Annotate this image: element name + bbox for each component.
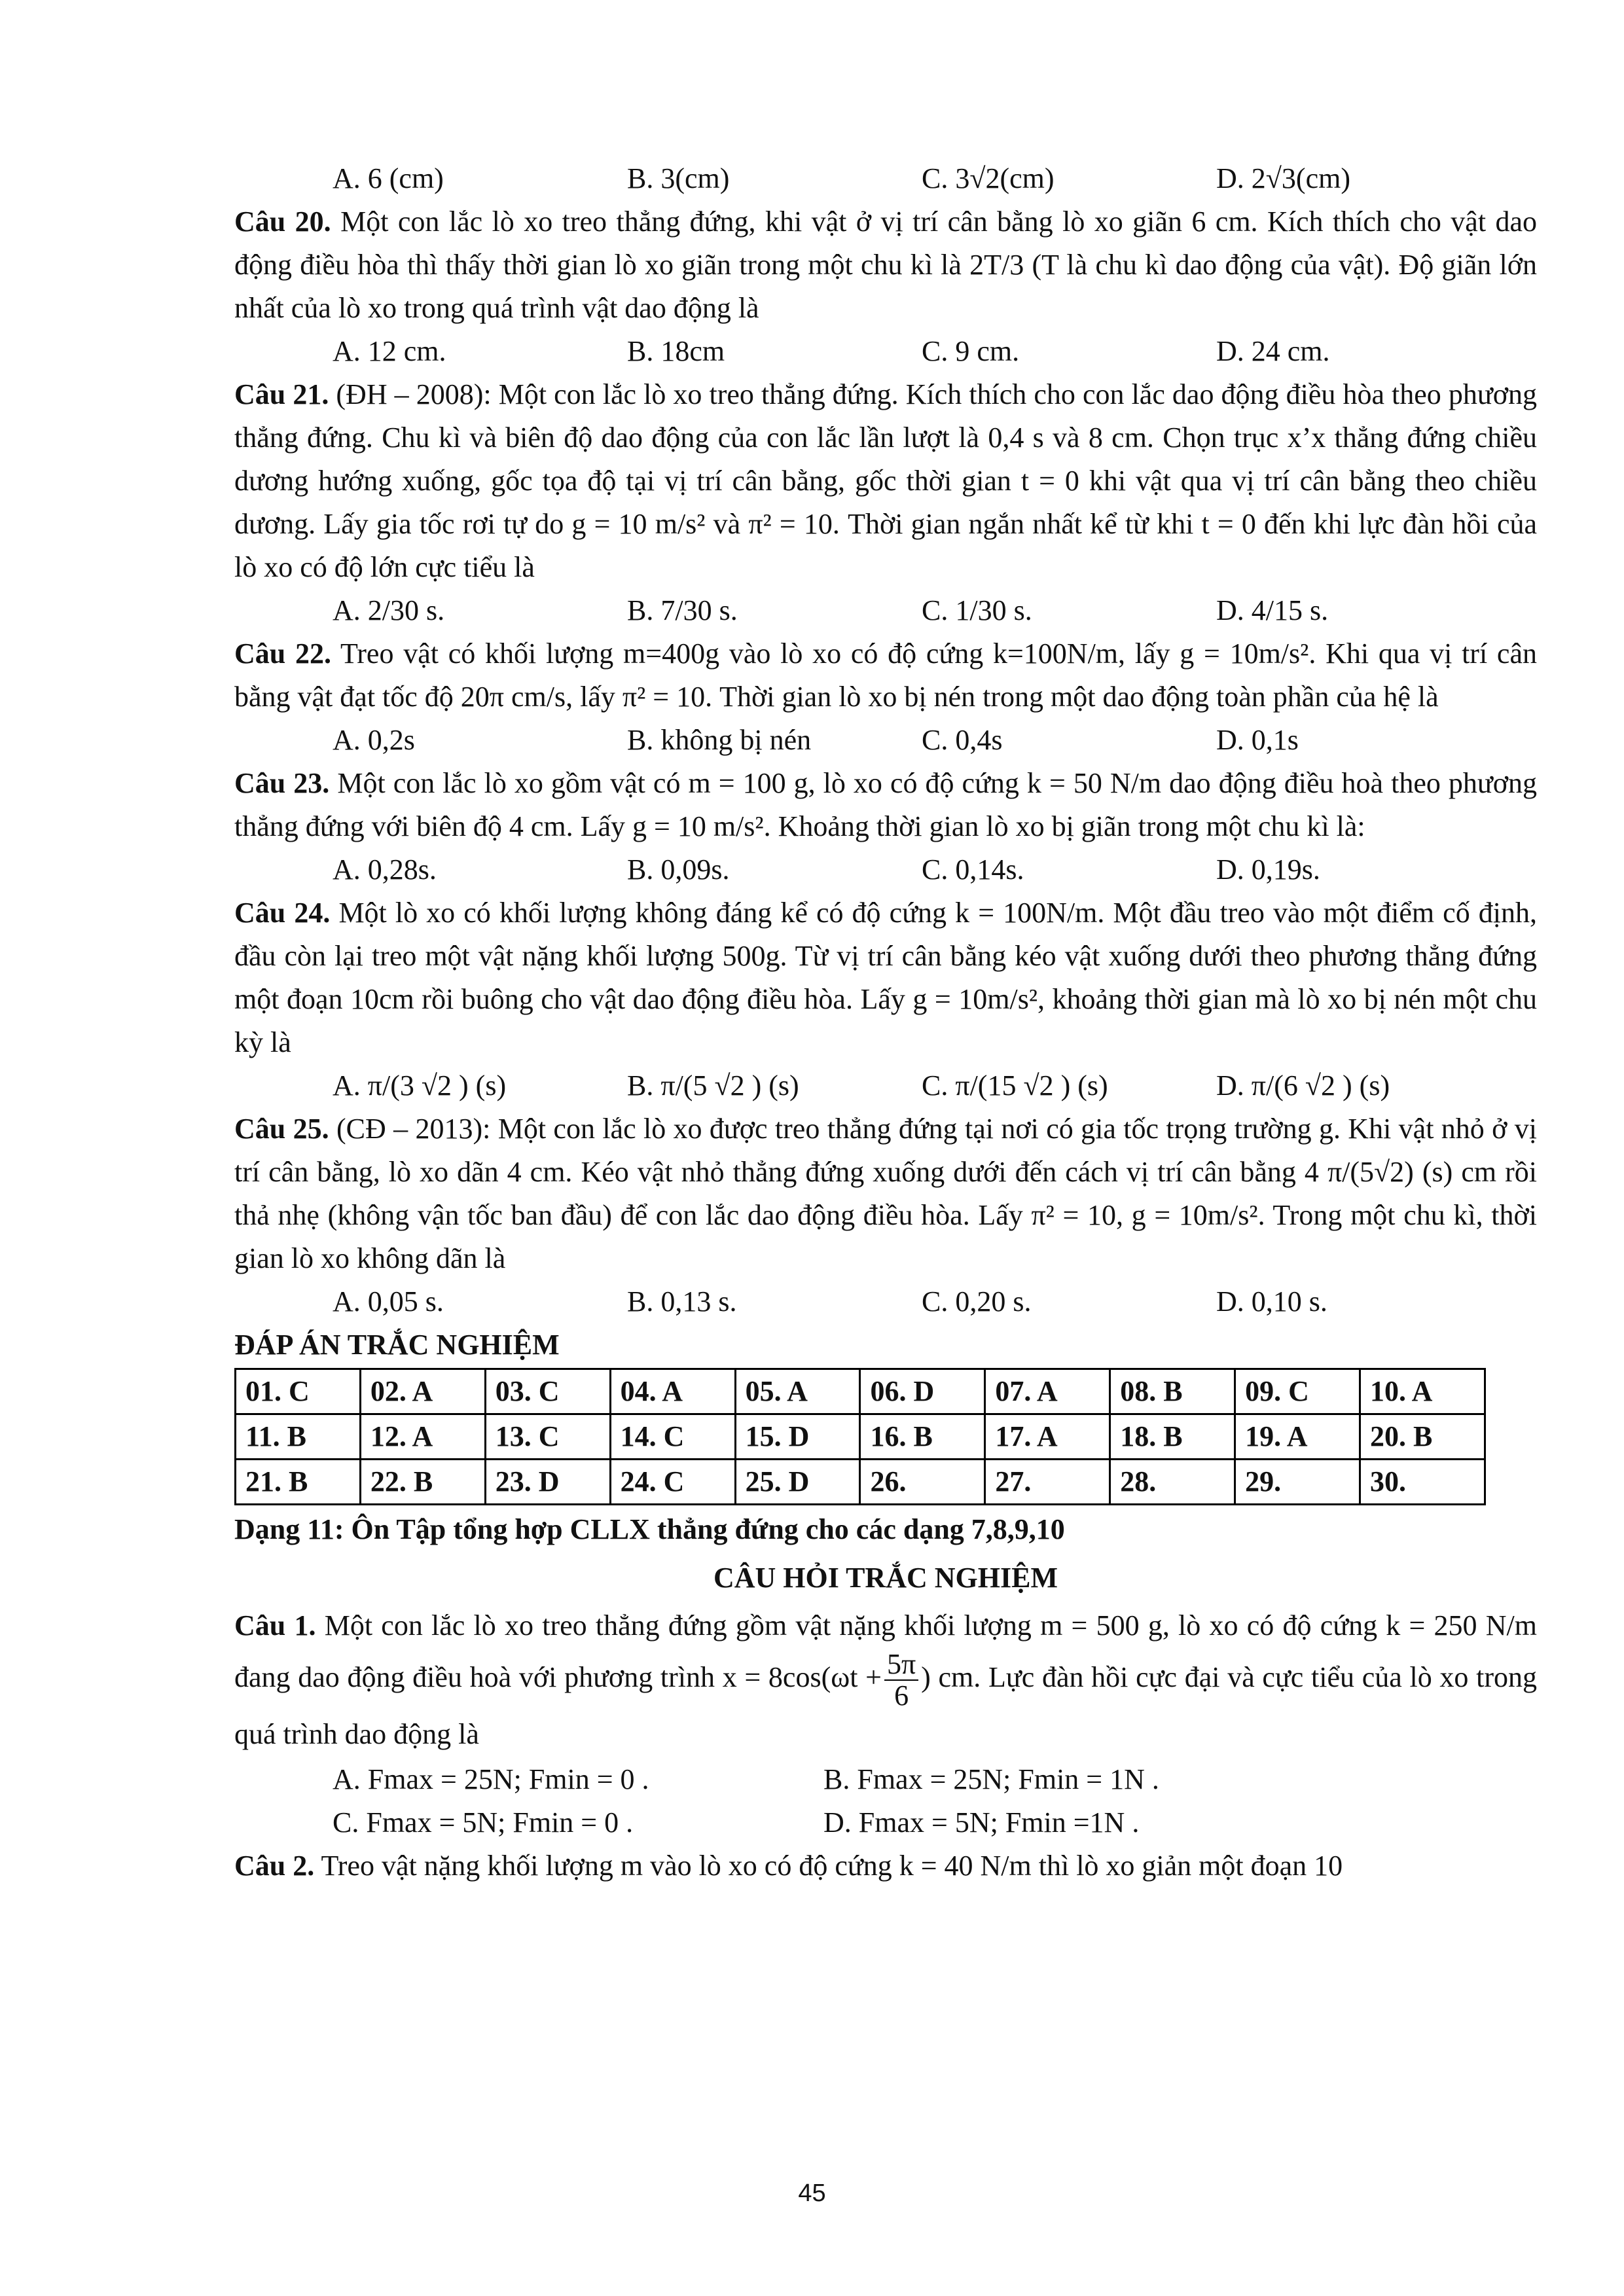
question-23-label: Câu 23. bbox=[234, 767, 330, 799]
answer-cell: 25. D bbox=[735, 1460, 860, 1505]
answer-cell: 07. A bbox=[985, 1369, 1110, 1414]
q23-options bbox=[234, 848, 1537, 891]
question-20-text: Một con lắc lò xo treo thẳng đứng, khi vật ở vị trí cân bằng lò xo giãn 6 cm. Kích thích cho vật dao động điều hòa thì thấy thời gian lò xo giãn trong một chu kì là 2T/3 (T là chu kì dao động của vật). Độ giãn lớn nhất của lò xo trong quá trình vật dao động là bbox=[234, 206, 1538, 324]
fraction-denominator: 6 bbox=[894, 1679, 909, 1712]
q25-option-c: C. 0,20 s. bbox=[922, 1285, 1032, 1318]
question-24-label: Câu 24. bbox=[234, 897, 331, 929]
question-23 bbox=[234, 762, 1537, 848]
answer-cell: 06. D bbox=[860, 1369, 985, 1414]
q21-option-b: B. 7/30 s. bbox=[627, 594, 738, 626]
answer-cell: 04. A bbox=[610, 1369, 735, 1414]
answer-cell: 12. A bbox=[360, 1414, 485, 1460]
q23-option-d: D. 0,19s. bbox=[1216, 853, 1320, 886]
section-question-1-label: Câu 1. bbox=[234, 1609, 316, 1641]
answer-cell: 21. B bbox=[236, 1460, 361, 1505]
q22-options bbox=[234, 719, 1537, 762]
answer-cell: 13. C bbox=[485, 1414, 610, 1460]
question-21 bbox=[234, 373, 1537, 589]
q22-option-a: A. 0,2s bbox=[333, 724, 415, 756]
answer-cell: 02. A bbox=[360, 1369, 485, 1414]
section-question-2 bbox=[234, 1844, 1537, 1888]
question-23-text: Một con lắc lò xo gồm vật có m = 100 g, lò xo có độ cứng k = 50 N/m dao động điều hoà theo phương thẳng đứng với biên độ 4 cm. Lấy g = 10 m/s². Khoảng thời gian lò xo bị giãn trong một chu kì là: bbox=[234, 767, 1537, 842]
answer-cell: 16. B bbox=[860, 1414, 985, 1460]
question-24-text: Một lò xo có khối lượng không đáng kể có độ cứng k = 100N/m. Một đầu treo vào một điểm cố định, đầu còn lại treo một vật nặng khối lượng 500g. Từ vị trí cân bằng kéo vật xuống dưới theo phương thẳng đứng một đoạn 10cm rồi buông cho vật dao động điều hòa. Lấy g = 10m/s², khoảng thời gian mà lò xo bị nén một chu kỳ là bbox=[234, 897, 1538, 1058]
answer-cell: 17. A bbox=[985, 1414, 1110, 1460]
section-question-2-label: Câu 2. bbox=[234, 1850, 315, 1882]
q21-option-a: A. 2/30 s. bbox=[333, 594, 445, 626]
q19-option-b: B. 3(cm) bbox=[627, 162, 730, 194]
question-20 bbox=[234, 200, 1537, 330]
question-25-label: Câu 25. bbox=[234, 1113, 329, 1145]
q19-options bbox=[234, 157, 1537, 200]
s1-option-b: B. Fmax = 25N; Fmin = 1N . bbox=[823, 1763, 1159, 1795]
q24-option-d: D. π/(6 √2 ) (s) bbox=[1216, 1069, 1390, 1102]
q22-option-b: B. không bị nén bbox=[627, 724, 812, 756]
answers-title: ĐÁP ÁN TRẮC NGHIỆM bbox=[234, 1329, 560, 1361]
answer-cell: 11. B bbox=[236, 1414, 361, 1460]
question-22-label: Câu 22. bbox=[234, 637, 331, 670]
answer-row-3 bbox=[236, 1460, 1485, 1505]
answer-cell: 23. D bbox=[485, 1460, 610, 1505]
answer-cell: 22. B bbox=[360, 1460, 485, 1505]
answer-row-2 bbox=[236, 1414, 1485, 1460]
answer-cell: 10. A bbox=[1360, 1369, 1485, 1414]
q21-options bbox=[234, 589, 1537, 632]
phase-fraction bbox=[884, 1649, 918, 1711]
answer-cell: 03. C bbox=[485, 1369, 610, 1414]
q22-option-c: C. 0,4s bbox=[922, 724, 1003, 756]
q19-option-d: D. 2√3(cm) bbox=[1216, 162, 1350, 194]
answer-cell: 08. B bbox=[1110, 1369, 1235, 1414]
q24-option-c: C. π/(15 √2 ) (s) bbox=[922, 1069, 1108, 1102]
q24-option-a: A. π/(3 √2 ) (s) bbox=[333, 1069, 507, 1102]
q24-options bbox=[234, 1064, 1537, 1107]
answer-cell: 20. B bbox=[1360, 1414, 1485, 1460]
q25-option-a: A. 0,05 s. bbox=[333, 1285, 444, 1318]
q19-option-a: A. 6 (cm) bbox=[333, 162, 444, 194]
question-21-label: Câu 21. bbox=[234, 378, 329, 410]
s1-option-d: D. Fmax = 5N; Fmin =1N . bbox=[823, 1806, 1140, 1839]
question-24 bbox=[234, 891, 1537, 1064]
answer-row-1 bbox=[236, 1369, 1485, 1414]
answer-cell: 01. C bbox=[236, 1369, 361, 1414]
q25-options bbox=[234, 1280, 1537, 1323]
answer-cell: 19. A bbox=[1235, 1414, 1360, 1460]
question-22-text: Treo vật có khối lượng m=400g vào lò xo có độ cứng k=100N/m, lấy g = 10m/s². Khi qua vị trí cân bằng vật đạt tốc độ 20π cm/s, lấy π² = 10. Thời gian lò xo bị nén trong một dao động toàn phần của hệ là bbox=[234, 637, 1537, 713]
answer-cell: 30. bbox=[1360, 1460, 1485, 1505]
fraction-numerator: 5π bbox=[884, 1649, 918, 1681]
q23-option-c: C. 0,14s. bbox=[922, 853, 1024, 886]
answer-cell: 28. bbox=[1110, 1460, 1235, 1505]
answer-cell: 26. bbox=[860, 1460, 985, 1505]
question-25 bbox=[234, 1107, 1537, 1280]
section-title: Dạng 11: Ôn Tập tổng hợp CLLX thẳng đứng cho các dạng 7,8,9,10 bbox=[234, 1513, 1065, 1545]
answer-cell: 15. D bbox=[735, 1414, 860, 1460]
q22-option-d: D. 0,1s bbox=[1216, 724, 1299, 756]
s1-option-a: A. Fmax = 25N; Fmin = 0 . bbox=[333, 1763, 649, 1795]
answer-cell: 18. B bbox=[1110, 1414, 1235, 1460]
q21-option-c: C. 1/30 s. bbox=[922, 594, 1032, 626]
q25-option-b: B. 0,13 s. bbox=[627, 1285, 737, 1318]
answer-cell: 14. C bbox=[610, 1414, 735, 1460]
q23-option-a: A. 0,28s. bbox=[333, 853, 437, 886]
q20-option-d: D. 24 cm. bbox=[1216, 335, 1330, 367]
question-21-text: (ĐH – 2008): Một con lắc lò xo treo thẳng đứng. Kích thích cho con lắc dao động điều hòa theo phương thẳng đứng. Chu kì và biên độ dao động của con lắc lần lượt là 0,4 s và 8 cm. Chọn trục x’x thẳng đứng chiều dương hướng xuống, gốc tọa độ tại vị trí cân bằng, gốc thời gian t = 0 khi vật qua vị trí cân bằng theo chiều dương. Lấy gia tốc rơi tự do g = 10 m/s² và π² = 10. Thời gian ngắn nhất kể từ khi t = 0 đến khi lực đàn hồi của lò xo có độ lớn cực tiểu là bbox=[234, 378, 1537, 583]
q20-option-c: C. 9 cm. bbox=[922, 335, 1020, 367]
question-20-label: Câu 20. bbox=[234, 206, 331, 238]
answer-cell: 09. C bbox=[1235, 1369, 1360, 1414]
section-question-1 bbox=[234, 1602, 1537, 1758]
answer-cell: 24. C bbox=[610, 1460, 735, 1505]
answer-table bbox=[234, 1368, 1486, 1505]
section-subtitle: CÂU HỎI TRẮC NGHIỆM bbox=[713, 1562, 1058, 1594]
section-question-1-text-a: Một con lắc lò xo treo thẳng đứng gồm vật nặng khối lượng m = 500 g, lò xo có độ cứng k = 250 N/m đang dao động điều hoà với phương trình x = 8cos(ωt + bbox=[234, 1609, 1538, 1694]
section-question-1-text-b: ) cm. Lực đàn hồi cực đại và cực tiểu của lò xo trong quá trình dao động là bbox=[234, 1661, 1538, 1750]
answer-cell: 27. bbox=[985, 1460, 1110, 1505]
s1-option-c: C. Fmax = 5N; Fmin = 0 . bbox=[333, 1806, 634, 1839]
q24-option-b: B. π/(5 √2 ) (s) bbox=[627, 1069, 799, 1102]
q21-option-d: D. 4/15 s. bbox=[1216, 594, 1329, 626]
page-number: 45 bbox=[798, 2179, 826, 2207]
page-content bbox=[234, 157, 1537, 1888]
question-22 bbox=[234, 632, 1537, 719]
q20-option-b: B. 18cm bbox=[627, 335, 725, 367]
q19-option-c: C. 3√2(cm) bbox=[922, 162, 1055, 194]
q20-options bbox=[234, 330, 1537, 373]
answer-cell: 29. bbox=[1235, 1460, 1360, 1505]
s1-options bbox=[234, 1758, 1537, 1844]
answer-cell: 05. A bbox=[735, 1369, 860, 1414]
q20-option-a: A. 12 cm. bbox=[333, 335, 446, 367]
q25-option-d: D. 0,10 s. bbox=[1216, 1285, 1327, 1318]
q23-option-b: B. 0,09s. bbox=[627, 853, 730, 886]
section-question-2-text: Treo vật nặng khối lượng m vào lò xo có độ cứng k = 40 N/m thì lò xo giản một đoạn 10 bbox=[321, 1850, 1343, 1882]
question-25-text: (CĐ – 2013): Một con lắc lò xo được treo thẳng đứng tại nơi có gia tốc trọng trường g. Khi vật nhỏ ở vị trí cân bằng, lò xo dãn 4 cm. Kéo vật nhỏ thẳng đứng xuống dưới đến cách vị trí cân bằng 4 π/(5√2) (s) cm rồi thả nhẹ (không vận tốc ban đầu) để con lắc dao động điều hòa. Lấy π² = 10, g = 10m/s². Trong một chu kì, thời gian lò xo không dãn là bbox=[234, 1113, 1538, 1274]
